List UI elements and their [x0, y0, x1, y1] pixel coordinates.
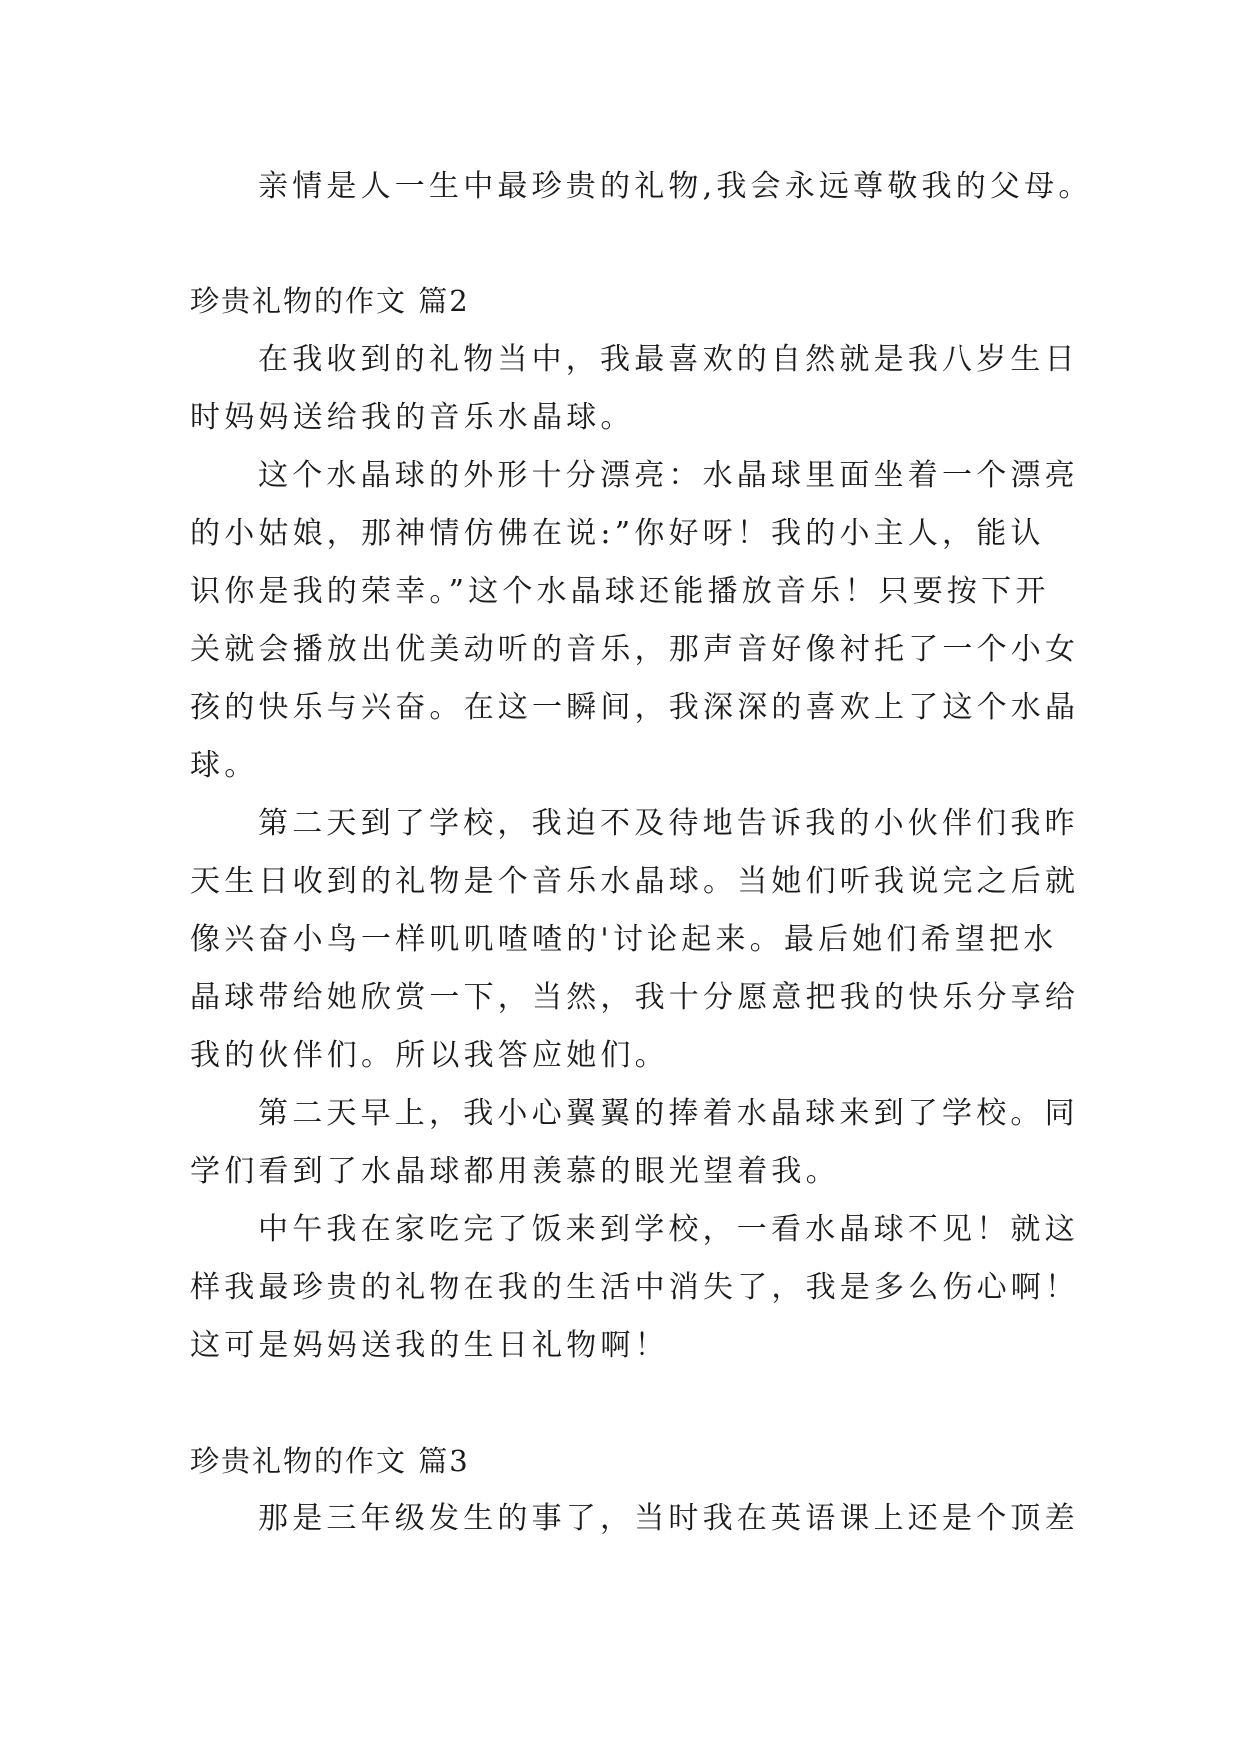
intro-line-1: 亲情是人一生中最珍贵的礼物,我会永远尊敬我的父母。	[258, 169, 1093, 204]
essay2-p1-line-1: 在我收到的礼物当中，我最喜欢的自然就是我八岁生日	[258, 342, 1079, 377]
essay2-p3-line-2: 天生日收到的礼物是个音乐水晶球。当她们听我说完之后就	[190, 864, 1080, 899]
essay2-p3-line-5: 我的伙伴们。所以我答应她们。	[190, 1038, 669, 1073]
essay2-p4-line-2: 学们看到了水晶球都用羡慕的眼光望着我。	[190, 1154, 840, 1189]
essay2-p3-line-3: 像兴奋小鸟一样叽叽喳喳的'讨论起来。最后她们希望把水	[190, 922, 1058, 957]
essay2-p2-line-3: 识你是我的荣幸。”这个水晶球还能播放音乐！只要按下开	[190, 574, 1050, 609]
essay2-p5-line-1: 中午我在家吃完了饭来到学校，一看水晶球不见！就这	[258, 1212, 1079, 1247]
section-heading-3: 珍贵礼物的作文 篇3	[190, 1444, 470, 1478]
essay2-p4-line-1: 第二天早上，我小心翼翼的捧着水晶球来到了学校。同	[258, 1096, 1079, 1131]
essay2-p2-line-2: 的小姑娘，那神情仿佛在说:”你好呀！我的小主人，能认	[190, 516, 1045, 551]
essay2-p5-line-3: 这可是妈妈送我的生日礼物啊！	[190, 1328, 669, 1363]
essay2-p2-line-6: 球。	[190, 748, 259, 783]
essay2-p2-line-4: 关就会播放出优美动听的音乐，那声音好像衬托了一个小女	[190, 632, 1080, 667]
essay2-p5-line-2: 样我最珍贵的礼物在我的生活中消失了，我是多么伤心啊！	[190, 1270, 1080, 1305]
essay2-p2-line-5: 孩的快乐与兴奋。在这一瞬间，我深深的喜欢上了这个水晶	[190, 690, 1080, 725]
essay2-p1-line-2: 时妈妈送给我的音乐水晶球。	[190, 400, 635, 435]
section-heading-2: 珍贵礼物的作文 篇2	[190, 284, 470, 318]
essay3-p1-line-1: 那是三年级发生的事了，当时我在英语课上还是个顶差	[258, 1501, 1079, 1536]
essay2-p3-line-1: 第二天到了学校，我迫不及待地告诉我的小伙伴们我昨	[258, 806, 1079, 841]
essay2-p3-line-4: 晶球带给她欣赏一下，当然，我十分愿意把我的快乐分享给	[190, 980, 1080, 1015]
essay2-p2-line-1: 这个水晶球的外形十分漂亮：水晶球里面坐着一个漂亮	[258, 458, 1079, 493]
